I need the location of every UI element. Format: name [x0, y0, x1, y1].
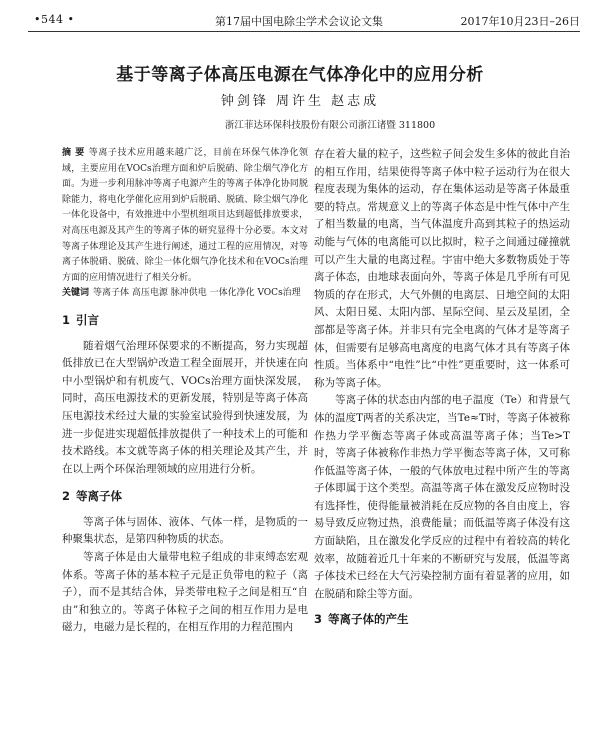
paper-affiliation: 浙江菲达环保科技股份有限公司浙江诸暨 311800	[224, 120, 436, 131]
section-heading-1	[62, 312, 308, 330]
section-number: 3	[314, 612, 323, 627]
page-header	[0, 0, 600, 36]
section-number: 1	[62, 312, 71, 327]
header-rule	[28, 31, 580, 32]
section-1-paragraph: 随着烟气治理环保要求的不断提高，努力实现超低排放已在大型锅炉改造工程全面展开，并快速在向中小型锅炉和有机废气、VOCs治理方面快深发展，同时，高压电源技术的更新发展，特别是等离子体高压电源技术经过大量的实验室试验得到快速发展，为进一步促进实现超低排放提供了一种技术上的可能和技术路线。本文就等离子体的相关理论及其产生，并在以上两个环保治理领域的应用进行分析。	[62, 339, 308, 475]
section-title: 等离子体的产生	[328, 612, 409, 627]
keywords	[62, 286, 308, 302]
section-title: 引言	[76, 312, 100, 327]
section-title: 等离子体	[76, 489, 123, 504]
left-column	[62, 146, 308, 637]
abstract-label: 摘 要	[62, 148, 85, 158]
running-title: 第17届中国电除尘学术会议论文集	[215, 15, 383, 28]
right-column	[314, 146, 570, 637]
section-2-paragraph-3: 等离子体的状态由内部的电子温度（Te）和背景气体的温度T两者的关系决定，当Te≈T时，等离子体被称作热力学平衡态等离子体或高温等离子体；当Te>T时，等离子体被称作非热力学平衡态等离子体，又可称作低温等离子体，一般的气体放电过程中所产生的等离子体即属于这个类型。高温等离子体在激发反应物时没有选择性，使得能量被消耗在反应物的各自由度上，容易导致反应物过热，浪费能量；而低温等离子体没有这方面缺陷，且在激发化学反应的过程中有着较高的转化效率，故随着近几十年来的不断研究与发展，低温等离子体技术已经在大气污染控制方面有着显著的应用，如在脱硝和除尘等方面。	[314, 394, 570, 600]
section-number: 2	[62, 489, 71, 504]
section-heading-2	[62, 488, 308, 506]
section-2-paragraph-2-continued: 存在着大量的粒子，这些粒子间会发生多体的彼此自治的相互作用，结果使得等离子体中粒子运动行为在很大程度表现为集体的运动，存在集体运动是等离子体最重要的特点。常规意义上的等离子体态是中性气体中产生了相当数量的电离，当气体温度升高到其粒子的热运动动能与气体的电离能可以比拟时，粒子之间通过碰撞就可以产生大量的电离过程。宇宙中绝大多数物质处于等离子体态，由地球表面向外，等离子体是几乎所有可见物质的存在形式，大气外侧的电离层、日地空间的太阳风、太阳日冕、太阳内部、星际空间、星云及星团，全部都是等离子体。并非只有完全电离的气体才是等离子体，但需要有足够高电离度的电离气体才具有等离子体性质。当体系中“电性”比“中性”更重要时，这一体系可称为等离子体。	[314, 148, 570, 389]
abstract	[62, 146, 308, 286]
header-date: 2017年10月23日–26日	[460, 15, 580, 28]
page-number: •544 •	[34, 13, 75, 26]
keywords-text: 等离子体 高压电源 脉冲供电 一体化净化 VOCs治理	[93, 288, 301, 299]
paper-title: 基于等离子体高压电源在气体净化中的应用分析	[116, 65, 484, 85]
section-heading-3	[314, 611, 570, 629]
paper-authors: 钟剑锋 周许生 赵志成	[220, 94, 380, 109]
abstract-text: 等离子技术应用越来越广泛，目前在环保气体净化领域，主要应用在VOCs治理方面和炉后脱硝、除尘烟气净化方面。为进一步利用脉冲等离子电源产生的等离子体净化协同脱除能力，将电化学催化应用到炉后脱硝、脱硫、除尘烟气净化一体化设备中，有效推进中小型机组项目达到超低排放要求，对高压电源及其产生的等离子体的研究显得十分必要。本文对等离子体理论及其产生进行阐述，通过工程的应用情况，对等离子体脱硝、脱硫、除尘一体化烟气净化技术和在VOCs治理方面的应用情况进行了相关分析。	[62, 148, 308, 283]
section-2-paragraph-1: 等离子体与固体、液体、气体一样，是物质的一种聚集状态，是第四种物质的状态。	[62, 515, 308, 546]
section-2-paragraph-2: 等离子体是由大量带电粒子组成的非束缚态宏观体系。等离子体的基本粒子元是正负带电的粒子（离子），而不是其结合体，异类带电粒子之间是相互“自由”和独立的。等离子体粒子之间的相互作用力是电磁力，电磁力是长程的，在相互作用的力程范围内	[62, 551, 308, 634]
keywords-label: 关键词	[62, 288, 90, 299]
